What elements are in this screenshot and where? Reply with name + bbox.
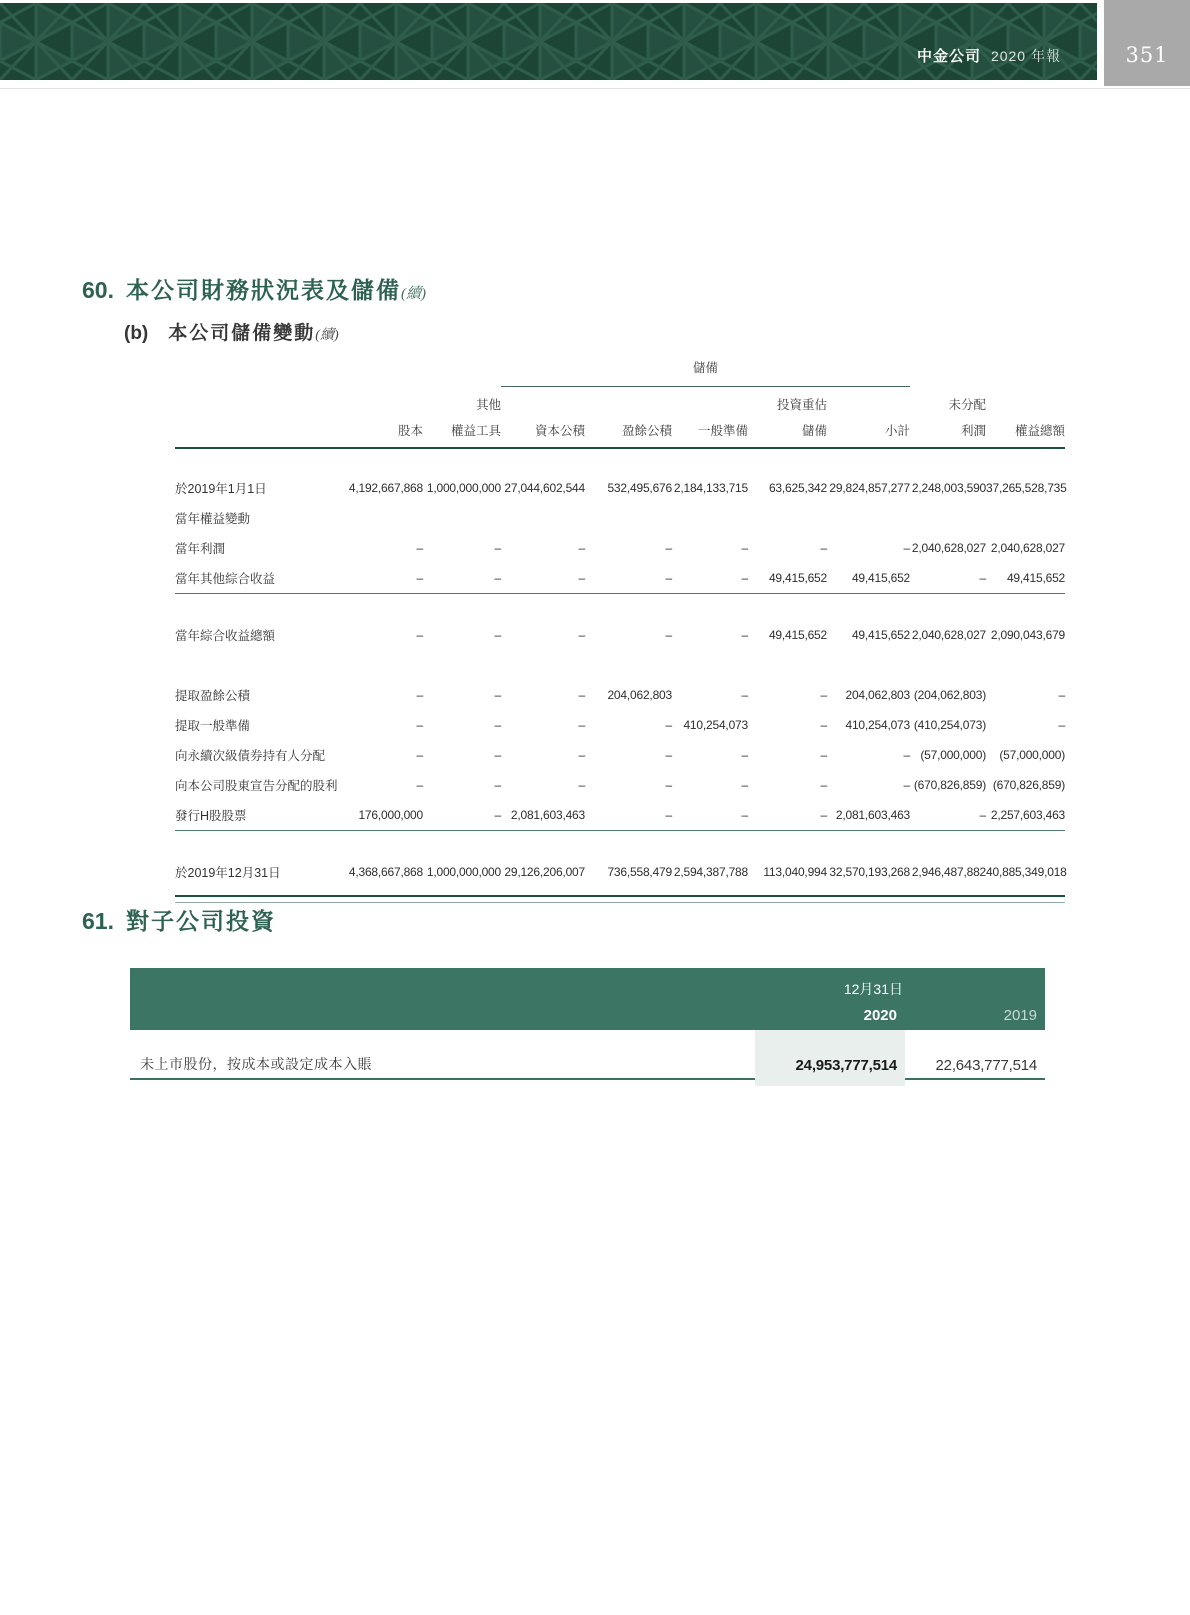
col-header [325, 387, 423, 414]
cell: – [665, 718, 672, 732]
cell: 49,415,652 [768, 628, 827, 642]
col-header: 資本公積 [501, 413, 585, 448]
section60-title: 本公司財務狀況表及儲備 [125, 277, 401, 303]
cell: – [741, 541, 748, 555]
cell: 2,081,603,463 [501, 800, 585, 831]
row-label: 未上市股份，按成本或設定成本入賬 [140, 1056, 372, 1072]
section60b-heading [124, 318, 339, 345]
cell: – [578, 628, 585, 642]
col-header: 一般準備 [672, 413, 748, 448]
cell: – [748, 800, 827, 831]
cell: 40,885,349,018 [986, 865, 1067, 879]
table-closing-double-rule [175, 895, 1065, 903]
table61-header-band [130, 968, 1045, 1030]
col-header: 未分配 [948, 398, 987, 412]
col-header: 權益工具 [423, 413, 501, 448]
cell: – [672, 800, 748, 831]
year-current-header: 2020 [863, 1006, 897, 1024]
cell: 37,265,528,735 [986, 481, 1067, 495]
date-header: 12月31日 [843, 981, 903, 997]
cell: – [585, 800, 672, 831]
cell: 2,040,628,027 [990, 541, 1066, 555]
cell: 29,126,206,007 [504, 865, 585, 879]
cell: 32,570,193,268 [829, 865, 911, 879]
cell: – [903, 778, 911, 792]
banner-text [917, 45, 1061, 66]
cell [585, 503, 672, 533]
cell: – [1058, 718, 1066, 732]
row-label: 發行H股股票 [175, 800, 325, 831]
cell: – [494, 541, 501, 555]
cell: 49,415,652 [986, 563, 1065, 594]
cell: 410,254,073 [845, 718, 911, 732]
cell: 2,081,603,463 [827, 800, 910, 831]
cell: 49,415,652 [851, 628, 911, 642]
cell: – [903, 748, 911, 762]
cell: – [416, 748, 423, 762]
section61-heading [82, 903, 276, 936]
cell: – [665, 628, 672, 642]
cell: – [741, 778, 748, 792]
row-label: 於2019年12月31日 [175, 866, 281, 880]
col-header: 儲備 [748, 413, 827, 448]
table-row [175, 473, 1065, 503]
row-label: 於2019年1月1日 [175, 482, 267, 496]
cell: – [820, 688, 827, 702]
section61-title: 對子公司投資 [125, 908, 276, 934]
cell: – [578, 748, 585, 762]
value-current: 24,953,777,514 [795, 1057, 897, 1074]
cell: – [910, 800, 986, 831]
spacer-row [175, 594, 1065, 621]
section60-heading [82, 272, 426, 305]
cell: (410,254,073) [913, 718, 987, 732]
table61-body [130, 1030, 1045, 1080]
cell: 2,946,487,882 [911, 865, 987, 879]
cell [175, 831, 1065, 858]
cell: (670,826,859) [913, 778, 987, 792]
column-header-row [175, 413, 1065, 448]
cell [423, 503, 501, 533]
cell: 4,368,667,868 [348, 865, 423, 879]
col-header [986, 387, 1065, 414]
cell: – [741, 748, 748, 762]
row-label: 提取一般準備 [175, 719, 251, 733]
cell: – [325, 563, 423, 594]
cell: – [820, 718, 827, 732]
cell: – [416, 718, 423, 732]
cell [175, 358, 501, 387]
cell: 204,062,803 [607, 688, 672, 702]
cell: – [741, 688, 748, 702]
cell: – [416, 688, 423, 702]
table-row [175, 680, 1065, 710]
report-year-label: 2020 年報 [990, 48, 1061, 64]
table-row [175, 620, 1065, 650]
group-header-row [175, 358, 1065, 387]
col-header: 小計 [827, 413, 910, 448]
cell: 113,040,994 [763, 865, 827, 879]
cell: 4,192,667,868 [348, 481, 423, 495]
reserves-movement-table [175, 358, 1065, 903]
table-row [175, 857, 1065, 887]
table-row [175, 740, 1065, 770]
cell [175, 413, 325, 448]
cell [325, 503, 423, 533]
cell: 63,625,342 [768, 481, 827, 495]
row-label: 當年利潤 [175, 542, 226, 556]
cell: – [578, 541, 585, 555]
cell [748, 503, 827, 533]
column-header-row-top [175, 387, 1065, 414]
col-header [827, 387, 910, 414]
cell: – [672, 563, 748, 594]
cell: – [416, 541, 423, 555]
cell: – [910, 563, 986, 594]
cell: – [423, 563, 501, 594]
cell: (204,062,803) [913, 688, 987, 702]
cell: – [665, 541, 672, 555]
subsidiaries-investment-table [130, 968, 1045, 1080]
cell: – [494, 778, 501, 792]
cell [672, 503, 748, 533]
cell: (670,826,859) [992, 778, 1066, 792]
cell: – [585, 563, 672, 594]
cell: – [494, 718, 501, 732]
col-header [672, 387, 748, 414]
page-number-box [1104, 0, 1190, 86]
value-prior: 22,643,777,514 [935, 1057, 1037, 1074]
cell: (57,000,000) [999, 748, 1066, 762]
cell: 204,062,803 [845, 688, 911, 702]
cell [175, 387, 325, 414]
col-header [501, 387, 585, 414]
section60b-label: (b) [124, 323, 149, 344]
row-label: 當年其他綜合收益 [175, 563, 325, 594]
table-row [130, 1030, 1045, 1076]
table-row [175, 563, 1065, 594]
table-row [175, 533, 1065, 563]
cell: – [416, 628, 423, 642]
col-header: 權益總額 [986, 413, 1065, 448]
table-row [175, 710, 1065, 740]
cell: – [578, 718, 585, 732]
cell: – [1058, 688, 1066, 702]
col-header: 利潤 [910, 413, 986, 448]
cell [175, 594, 1065, 621]
cell: 49,415,652 [748, 563, 827, 594]
cell: – [665, 778, 672, 792]
section60b-continued-marker: (續) [315, 328, 339, 343]
cell: 2,090,043,679 [990, 628, 1066, 642]
reserves-group-header: 儲備 [501, 358, 910, 387]
cell: 2,594,387,788 [673, 865, 748, 879]
cell: 410,254,073 [683, 718, 748, 732]
cell: – [820, 541, 827, 555]
year-prior-header: 2019 [1003, 1006, 1037, 1024]
cell: – [416, 778, 423, 792]
row-label: 當年權益變動 [175, 512, 251, 526]
col-header: 盈餘公積 [585, 413, 672, 448]
cell: – [578, 778, 585, 792]
cell: (57,000,000) [920, 748, 987, 762]
cell [175, 650, 1065, 680]
header-divider [0, 88, 1190, 89]
cell: 29,824,857,277 [829, 481, 911, 495]
cell [910, 503, 986, 533]
col-header: 其他 [475, 398, 501, 412]
asanoha-pattern-icon [0, 3, 1097, 80]
spacer-row [175, 650, 1065, 680]
page-number: 351 [1125, 43, 1169, 67]
table-row [175, 770, 1065, 800]
section60-number: 60. [82, 277, 114, 303]
section61-number: 61. [82, 908, 114, 934]
row-label: 當年綜合收益總額 [175, 629, 276, 643]
table-row [175, 800, 1065, 831]
col-header: 投資重估 [776, 398, 827, 412]
spacer-row [175, 448, 1065, 473]
cell: 49,415,652 [827, 563, 910, 594]
cell: 176,000,000 [325, 800, 423, 831]
cell: – [903, 541, 911, 555]
cell: – [494, 628, 501, 642]
cell: 2,248,003,590 [911, 481, 987, 495]
cell: 27,044,602,544 [504, 481, 585, 495]
cell [501, 503, 585, 533]
row-label: 向本公司股東宣告分配的股利 [175, 779, 338, 793]
reserves-table [175, 358, 1065, 887]
cell: – [494, 688, 501, 702]
top-banner [0, 3, 1097, 80]
table-row [175, 503, 1065, 533]
cell: – [820, 748, 827, 762]
cell: 2,040,628,027 [911, 541, 987, 555]
cell: – [501, 563, 585, 594]
section60b-title: 本公司儲備變動 [168, 323, 316, 344]
row-label: 向永續次級債券持有人分配 [175, 749, 326, 763]
cell [910, 358, 1065, 387]
col-header [585, 387, 672, 414]
cell: – [820, 778, 827, 792]
cell: 532,495,676 [607, 481, 672, 495]
cell: – [494, 748, 501, 762]
cell: 2,040,628,027 [911, 628, 987, 642]
cell: – [741, 628, 748, 642]
cell [827, 503, 910, 533]
cell: 2,184,133,715 [673, 481, 748, 495]
cell: 736,558,479 [607, 865, 672, 879]
cell: – [665, 748, 672, 762]
section60-continued-marker: (續) [400, 286, 426, 302]
cell: 2,257,603,463 [986, 800, 1065, 831]
spacer-row [175, 831, 1065, 858]
row-label: 提取盈餘公積 [175, 689, 251, 703]
cell: – [423, 800, 501, 831]
cell [986, 503, 1065, 533]
cell: 1,000,000,000 [426, 865, 501, 879]
cell [175, 448, 1065, 473]
company-name: 中金公司 [916, 48, 981, 65]
cell: 1,000,000,000 [426, 481, 501, 495]
cell: – [578, 688, 585, 702]
col-header: 股本 [325, 413, 423, 448]
